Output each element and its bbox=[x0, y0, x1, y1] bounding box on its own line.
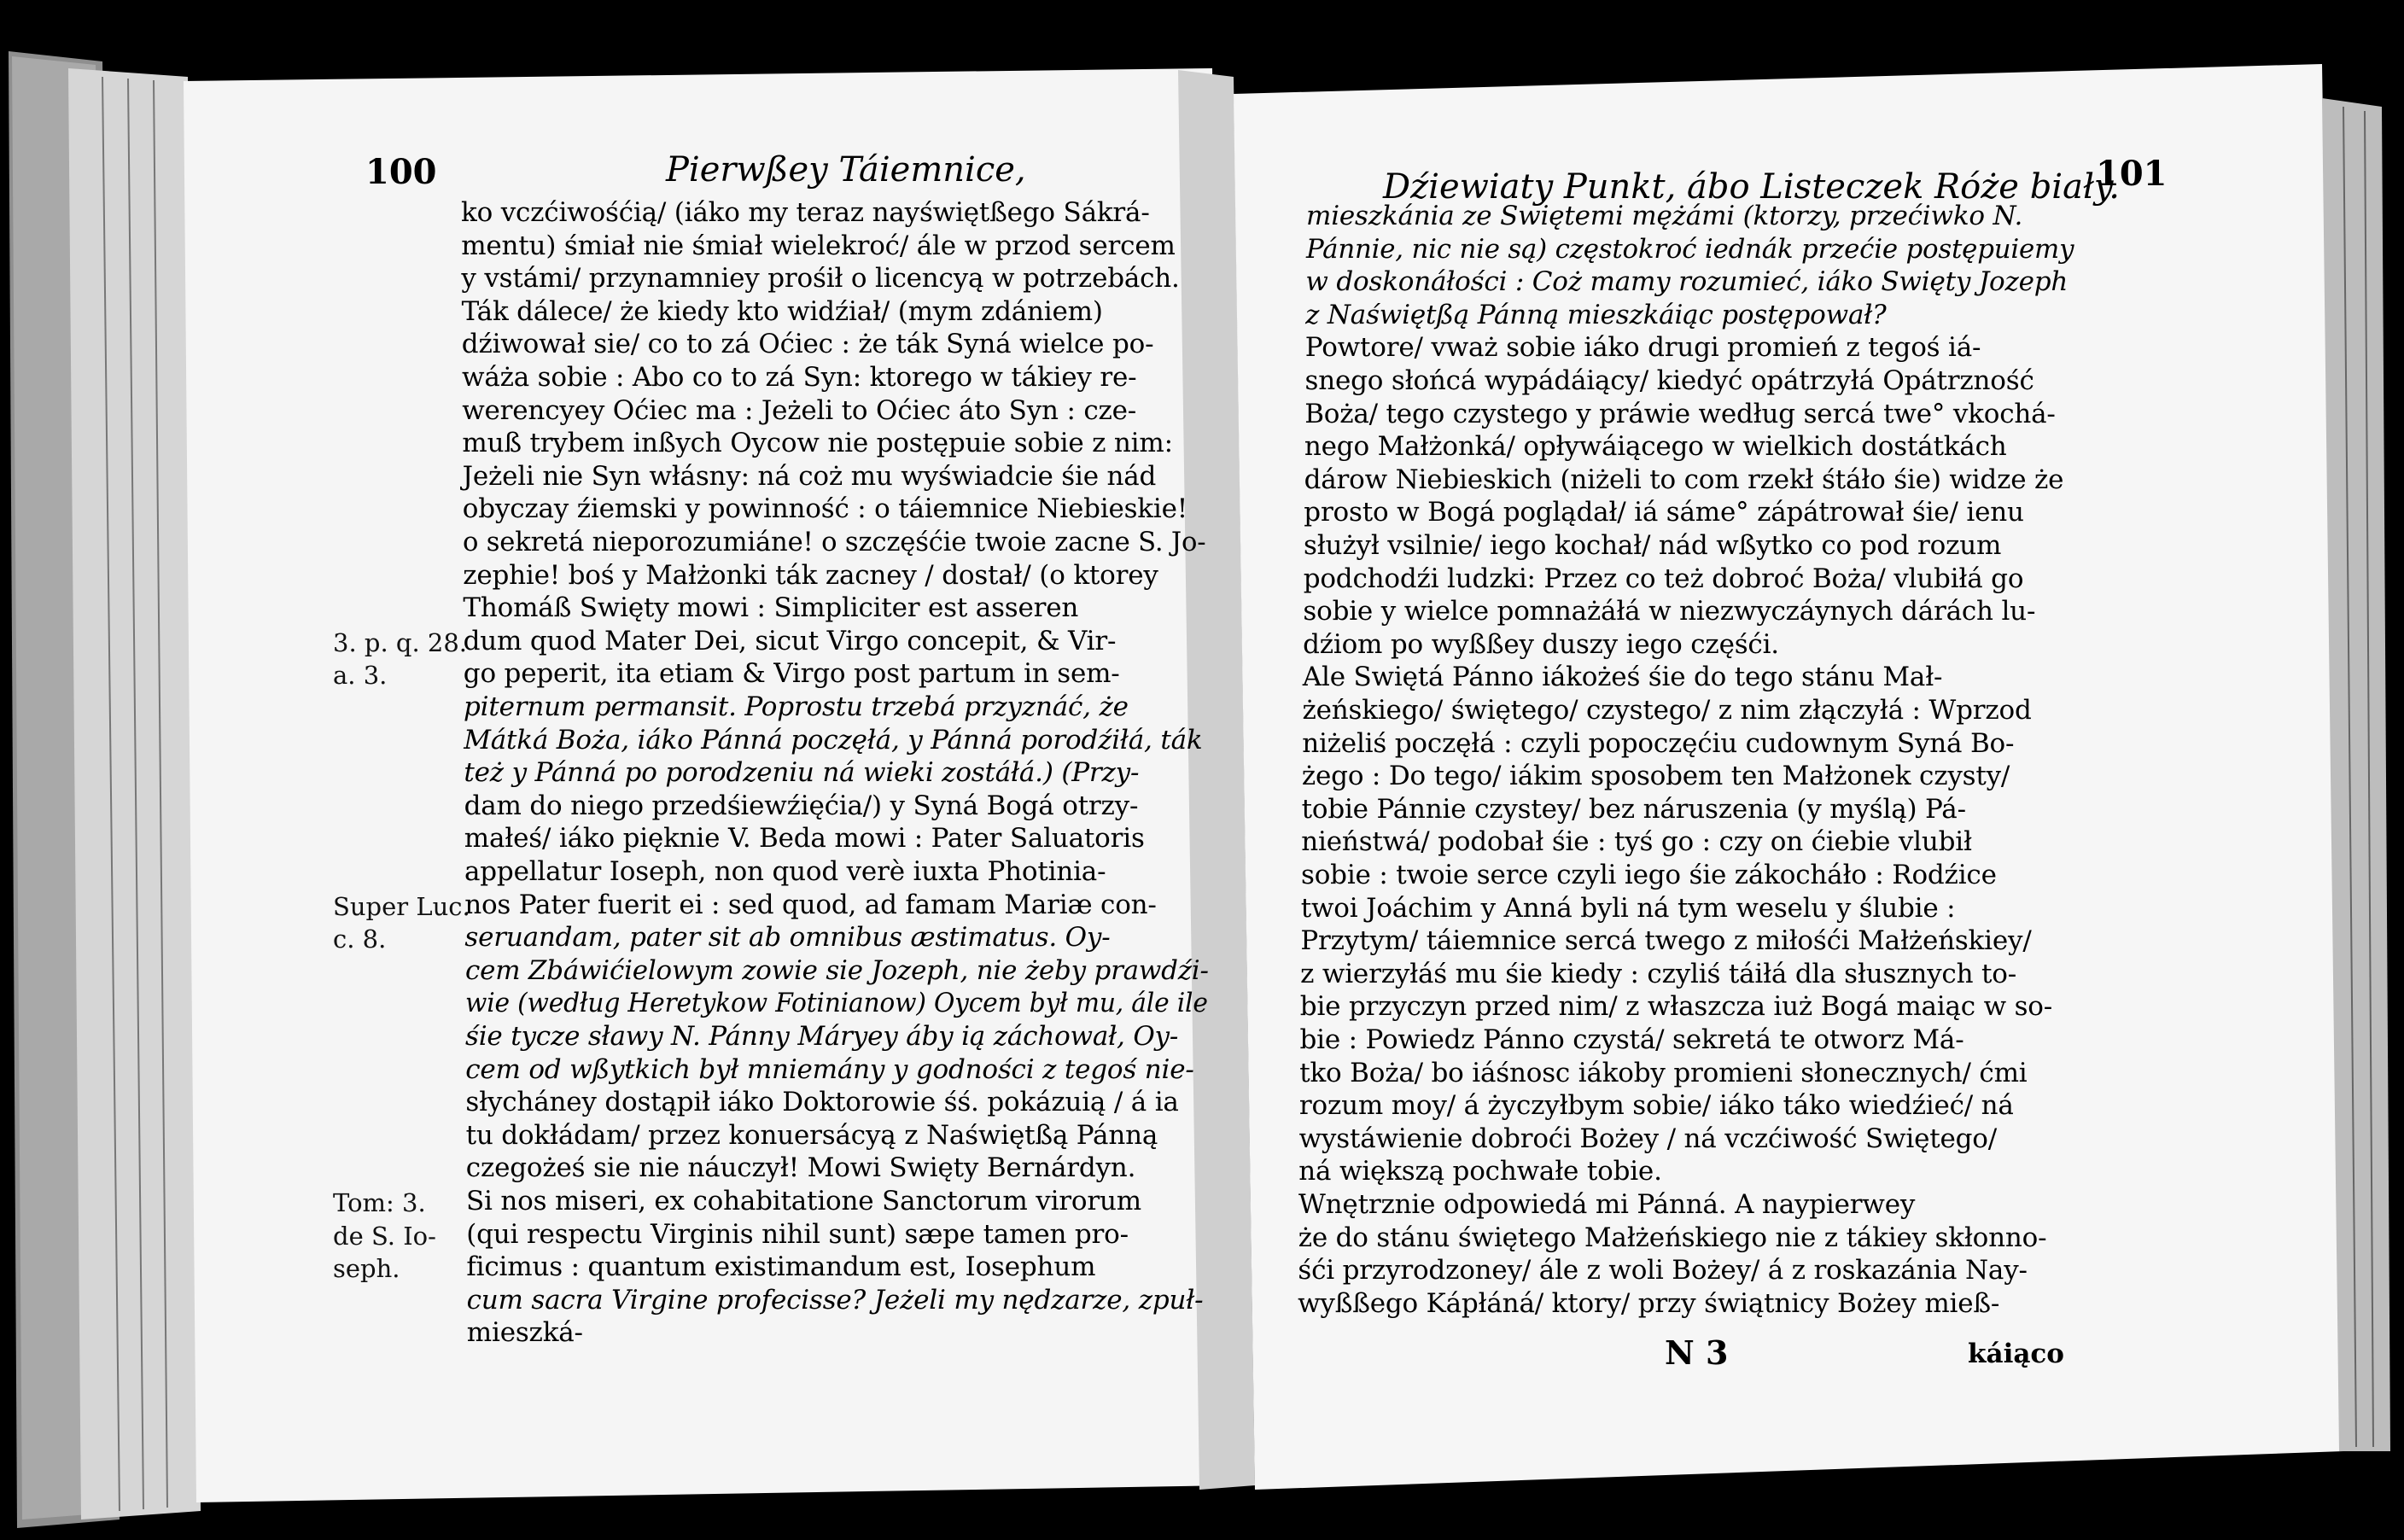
left-page-line: y vstámi/ przynamniey prośił o licencyą w potrzebách. bbox=[461, 263, 1180, 295]
left-page-line: czegożeś sie nie náuczył! Mowi Swięty Bernárdyn. bbox=[465, 1152, 1136, 1184]
right-page-line: Ale Swiętá Pánno iákożeś śie do tego stánu Mał- bbox=[1302, 662, 1943, 693]
right-page-line: tobie Pánnie czystey/ bez náruszenia (y myślą) Pá- bbox=[1301, 793, 1966, 825]
margin-note: Super Luc. bbox=[333, 891, 470, 921]
left-page-number: 100 bbox=[365, 152, 437, 192]
left-page-line: Thomáß Swięty mowi : Simpliciter est asseren bbox=[463, 592, 1079, 624]
right-page-line: z wierzyłáś mu śie kiedy : czyliś táiłá dla słusznych to- bbox=[1300, 958, 2016, 989]
right-page-line: żeńskiego/ świętego/ czystego/ z nim złączyłá : Wprzod bbox=[1302, 695, 2032, 726]
right-page-line: Powtore/ vważ sobie iáko drugi promień z tegoś iá- bbox=[1304, 332, 1981, 364]
right-page-line: Boża/ tego czystego y práwie według sercá twe° vkochá- bbox=[1304, 398, 2056, 429]
left-page-line: cem od wßytkich był mniemány y godności z tegoś nie- bbox=[465, 1053, 1194, 1085]
catchword: káiąco bbox=[1968, 1339, 2064, 1369]
right-page-line: wystáwienie dobroći Bożey / ná vczćiwość Swiętego/ bbox=[1298, 1123, 1998, 1154]
left-page-line: tu dokłádam/ przez konuersácyą z Naświętßą Pánną bbox=[465, 1119, 1158, 1151]
left-page-line: wie (według Heretykow Fotinianow) Oycem był mu, ále ile bbox=[464, 988, 1208, 1019]
margin-note: seph. bbox=[333, 1254, 400, 1284]
left-page-line: go peperit, ita etiam & Virgo post partum in sem- bbox=[463, 658, 1120, 690]
right-page-line: dárow Niebieskich (niżeli to com rzekł śtáło śie) widze że bbox=[1304, 464, 2064, 495]
right-page-line: tko Boża/ bo iáśnosc iákoby promieni słonecznych/ ćmi bbox=[1299, 1057, 2028, 1088]
margin-note: 3. p. q. 28. bbox=[333, 627, 468, 657]
margin-note: Tom: 3. bbox=[333, 1188, 426, 1217]
right-page-line: prosto w Bogá poglądał/ iá sáme° zápátrował śie/ ienu bbox=[1304, 497, 2024, 528]
left-page-line: dam do niego przedśiewźięćia/) y Syná Bogá otrzy- bbox=[464, 790, 1139, 821]
right-page-line: podchodźi ludzki: Przez co też dobroć Boża/ vlubiłá go bbox=[1303, 563, 2024, 594]
left-page-line: dum quod Mater Dei, sicut Virgo concepit, & Vir- bbox=[463, 625, 1117, 656]
right-page-line: Wnętrznie odpowiedá mi Pánná. A naypierwey bbox=[1298, 1189, 1916, 1220]
right-page-line: że do stánu świętego Małżeńskiego nie z tákiey skłonno- bbox=[1298, 1222, 2047, 1253]
right-page-line: sobie y wielce pomnażáłá w niezwyczáynych dárách lu- bbox=[1303, 596, 2036, 627]
right-page-line: dźiom po wyßßey duszy iego częśći. bbox=[1303, 628, 1779, 660]
right-page-line: sobie : twoie serce czyli iego śie zákocháło : Rodźice bbox=[1301, 860, 1997, 890]
left-page-line: mieszká- bbox=[466, 1317, 583, 1349]
left-page-line: (qui respectu Virginis nihil sunt) sæpe tamen pro- bbox=[466, 1218, 1129, 1250]
left-page-line: słycháney dostąpił iáko Doktorowie śś. pokázuią / á ia bbox=[465, 1087, 1179, 1118]
left-page-line: Mátká Boża, iáko Pánná poczęłá, y Pánná porodźiłá, ták bbox=[464, 724, 1203, 755]
right-page-line: niżeliś poczęłá : czyli popoczęćiu cudownym Syná Bo- bbox=[1302, 727, 2015, 759]
margin-note: c. 8. bbox=[333, 925, 387, 954]
right-page-line: Przytym/ táiemnice sercá twego z miłośći Małżeńskiey/ bbox=[1300, 925, 2032, 957]
left-page-line: Si nos miseri, ex cohabitatione Sanctorum virorum bbox=[466, 1186, 1141, 1216]
right-page-line: w doskonáłości : Coż mamy rozumieć, iáko Swięty Jozeph bbox=[1305, 266, 2068, 298]
left-page-line: appellatur Ioseph, non quod verè iuxta Photinia- bbox=[464, 856, 1106, 887]
left-page-line: werencyey Oćiec ma : Jeżeli to Oćiec áto Syn : cze- bbox=[462, 394, 1137, 426]
left-page-line: mentu) śmiał nie śmiał wielekroć/ ále w przod sercem bbox=[461, 230, 1176, 261]
left-page-line: Jeżeli nie Syn włásny: ná coż mu wyświadcie śie nád bbox=[462, 460, 1157, 492]
left-page-line: ficimus : quantum existimandum est, Iosephum bbox=[466, 1251, 1096, 1283]
right-page-line: śći przyrodzoney/ ále z woli Bożey/ á z roskazánia Nay- bbox=[1298, 1255, 2028, 1286]
left-page-line: piternum permansit. Poprostu trzebá przyznáć, że bbox=[464, 691, 1129, 722]
left-running-head: Pierwßey Táiemnice, bbox=[666, 150, 1026, 190]
right-page-line: służył vsilnie/ iego kochał/ nád wßytko co pod rozum bbox=[1304, 530, 2002, 561]
left-page-line: dźiwował sie/ co to zá Oćiec : że ták Syná wielce po- bbox=[461, 329, 1154, 360]
right-page-line: z Naświętßą Pánną mieszkáiąc postępował? bbox=[1305, 299, 1887, 330]
left-page-line: Ták dálece/ że kiedy kto widźiał/ (mym zdániem) bbox=[461, 295, 1103, 327]
right-page-line: snego słońcá wypádáiący/ kiedyć opátrzyłá Opátrzność bbox=[1304, 365, 2034, 396]
right-page-line: rozum moy/ á życzyłbym sobie/ iáko táko wiedźieć/ ná bbox=[1298, 1090, 2014, 1122]
right-page-number: 101 bbox=[2096, 154, 2168, 194]
left-page-line: zephie! boś y Małżonki ták zacney / dostał/ (o ktorey bbox=[463, 559, 1158, 591]
right-page-line: nieństwá/ podobał śie : tyś go : czy on ćiebie vlubił bbox=[1301, 826, 1972, 858]
left-page-line: obyczay źiemski y powinność : o táiemnice Niebieskie! bbox=[462, 493, 1188, 525]
right-page-line: Pánnie, nic nie są) częstokroć iednák przećie postępuiemy bbox=[1305, 233, 2074, 265]
right-page-line: ná większą pochwałe tobie. bbox=[1298, 1156, 1662, 1187]
right-page-line: twoi Joáchim y Anná byli ná tym weselu y ślubie : bbox=[1300, 892, 1956, 924]
right-page-line: bie przyczyn przed nim/ z właszcza iuż Bogá maiąc w so- bbox=[1299, 991, 2053, 1023]
left-page-line: muß trybem inßych Oycow nie postępuie sobie z nim: bbox=[462, 428, 1173, 459]
right-page-line: mieszkánia ze Swiętemi mężámi (ktorzy, przećiwko N. bbox=[1306, 201, 2023, 231]
right-page-line: żego : Do tego/ iákim sposobem ten Małżonek czysty/ bbox=[1301, 761, 2010, 792]
left-page-line: cem Zbáwićielowym zowie sie Jozeph, nie żeby prawdźi- bbox=[464, 954, 1209, 986]
left-page-line: seruandam, pater sit ab omnibus æstimatus. Oy- bbox=[464, 922, 1111, 954]
right-running-head: Dźiewiaty Punkt, ábo Listeczek Róże biały. bbox=[1383, 167, 2120, 207]
left-page-line: wáża sobie : Abo co to zá Syn: ktorego w tákiey re- bbox=[462, 362, 1137, 393]
left-page-line: małeś/ iáko pięknie V. Beda mowi : Pater Saluatoris bbox=[464, 823, 1145, 855]
right-page-line: wyßßego Kápłáná/ ktory/ przy świątnicy Bożey mieß- bbox=[1298, 1287, 2000, 1319]
left-page-line: o sekretá nieporozumiáne! o szczęśćie twoie zacne S. Jo- bbox=[463, 527, 1206, 557]
left-page-line: nos Pater fuerit ei : sed quod, ad famam Mariæ con- bbox=[464, 889, 1157, 920]
left-page-line: cum sacra Virgine profecisse? Jeżeli my nędzarze, zpuł- bbox=[466, 1284, 1204, 1315]
margin-note: a. 3. bbox=[333, 661, 388, 691]
left-page-line: śie tycze sławy N. Pánny Máryey áby ią záchował, Oy- bbox=[465, 1021, 1179, 1052]
right-page-line: nego Małżonká/ opływáiącego w wielkich dostátkách bbox=[1304, 431, 2007, 463]
margin-note: de S. Io- bbox=[333, 1221, 436, 1251]
left-page-line: też y Pánná po porodzeniu ná wieki zostáłá.) (Przy- bbox=[464, 757, 1140, 789]
left-page-line: ko vczćiwośćią/ (iáko my teraz nayświętßego Sákrá- bbox=[461, 197, 1150, 228]
right-page-line: bie : Powiedz Pánno czystá/ sekretá te otworz Má- bbox=[1299, 1024, 1964, 1055]
signature-mark: N 3 bbox=[1665, 1333, 1729, 1372]
